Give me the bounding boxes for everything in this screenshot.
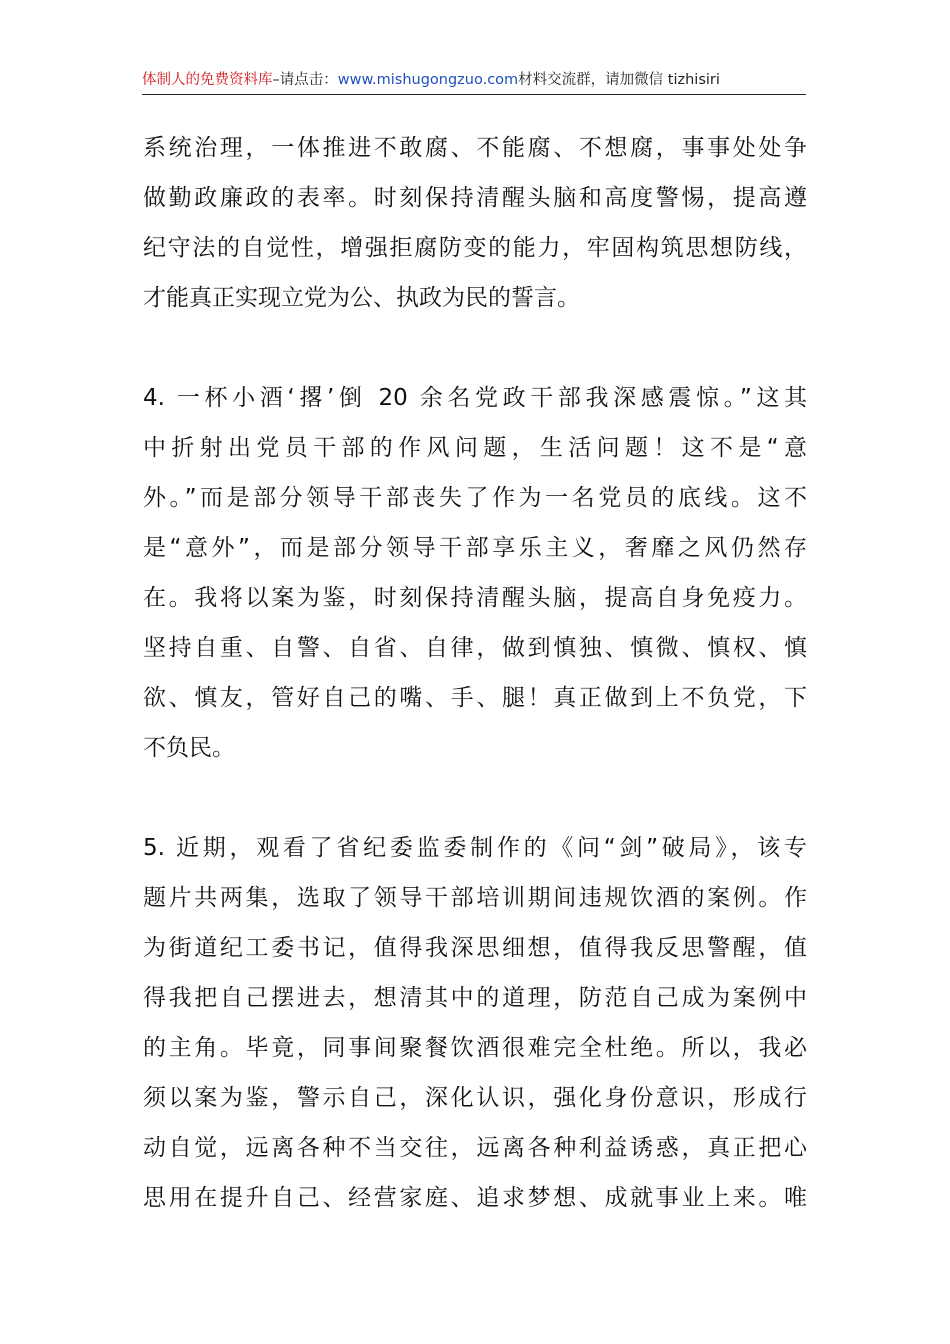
text-line: 为街道纪工委书记，值得我深思细想，值得我反思警醒，值 <box>143 935 807 961</box>
text-line: 须以案为鉴，警示自己，深化认识，强化身份意识，形成行 <box>143 1085 807 1111</box>
text-line: 是“意外”，而是部分领导干部享乐主义，奢靡之风仍然存 <box>143 535 807 561</box>
text-line: 的主角。毕竟，同事间聚餐饮酒很难完全杜绝。所以，我必 <box>143 1035 807 1061</box>
paragraph <box>143 823 807 1223</box>
document-body <box>143 123 807 1223</box>
paragraph-spacer <box>143 773 807 823</box>
paragraph-spacer <box>143 323 807 373</box>
text-line: 在。我将以案为鉴，时刻保持清醒头脑，提高自身免疫力。 <box>143 585 807 611</box>
text-line: 动自觉，远离各种不当交往，远离各种利益诱惑，真正把心 <box>143 1135 807 1161</box>
text-line: 系统治理，一体推进不敢腐、不能腐、不想腐，事事处处争 <box>143 135 807 161</box>
text-line: 才能真正实现立党为公、执政为民的誓言。 <box>143 285 580 311</box>
text-line: 题片共两集，选取了领导干部培训期间违规饮酒的案例。作 <box>143 885 807 911</box>
text-line: 外。”而是部分领导干部丧失了作为一名党员的底线。这不 <box>143 485 807 511</box>
page-header <box>142 68 806 95</box>
text-line: 欲、慎友，管好自己的嘴、手、腿！真正做到上不负党，下 <box>143 685 807 711</box>
text-line: 中折射出党员干部的作风问题，生活问题！这不是“意 <box>143 435 807 461</box>
text-line: 纪守法的自觉性，增强拒腐防变的能力，牢固构筑思想防线， <box>143 235 807 261</box>
header-website-link[interactable]: www.mishugongzuo.com <box>337 72 519 88</box>
header-prompt: –请点击： <box>272 72 338 88</box>
header-wechat-note: 材料交流群，请加微信 tizhisiri <box>518 72 720 88</box>
text-line: 得我把自己摆进去，想清其中的道理，防范自己成为案例中 <box>143 985 807 1011</box>
text-line: 坚持自重、自警、自省、自律，做到慎独、慎微、慎权、慎 <box>143 635 807 661</box>
text-line: 不负民。 <box>143 735 235 761</box>
text-line: 4. 一杯小酒‘撂’倒 20 余名党政干部我深感震惊。”这其 <box>143 385 807 411</box>
paragraph <box>143 373 807 773</box>
text-line: 做勤政廉政的表率。时刻保持清醒头脑和高度警惕，提高遵 <box>143 185 807 211</box>
paragraph <box>143 123 807 323</box>
text-line: 5. 近期，观看了省纪委监委制作的《问“剑”破局》，该专 <box>143 835 807 861</box>
header-brand: 体制人的免费资料库 <box>142 72 273 88</box>
text-line: 思用在提升自己、经营家庭、追求梦想、成就事业上来。唯 <box>143 1185 807 1211</box>
